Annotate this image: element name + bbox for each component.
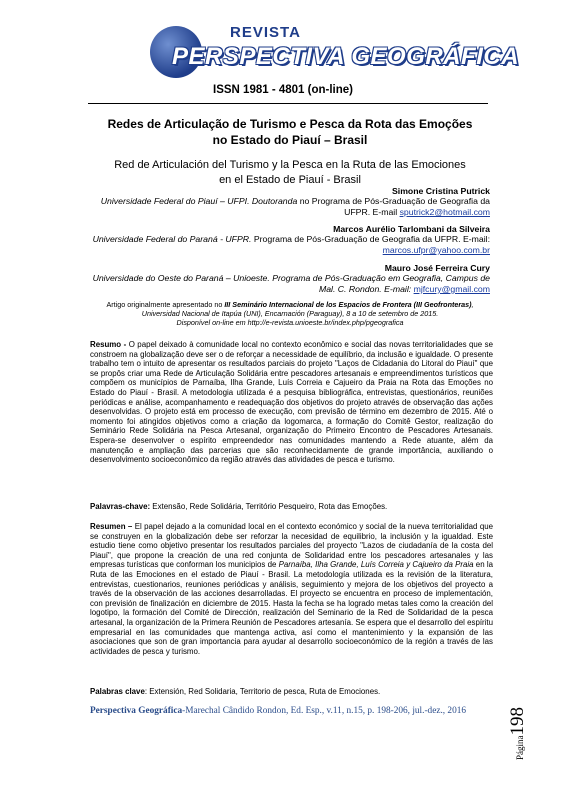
note-online: Disponível on-line em http://e-revista.unioeste.br/index.php/pgeografica [176, 318, 404, 328]
author-block [90, 224, 490, 255]
palabras-clave [90, 687, 493, 697]
page-number [507, 690, 527, 810]
author-block [90, 186, 490, 217]
issn: ISSN 1981 - 4801 (on-line) [213, 84, 353, 96]
author-program: Programa de Pós-Graduação de Geografia da UFPR. E-mail: [251, 234, 490, 245]
note-prefix: Artigo originalmente apresentado no [106, 300, 225, 309]
page-footer [90, 706, 500, 716]
author-name: Marcos Aurélio Tarlombani da Silveira [333, 224, 490, 234]
resumo-label: Resumo - [90, 340, 129, 349]
author-affiliation: Universidade Federal do Paraná - UFPR. [92, 234, 252, 245]
resumo-paragraph [90, 340, 493, 465]
page-number-value: 198 [507, 707, 528, 736]
author-email-link[interactable]: mjfcury@gmail.com [413, 283, 490, 294]
header-divider [88, 103, 488, 104]
publication-note [90, 300, 490, 328]
resumen-label: Resumen – [90, 522, 135, 531]
title-portuguese: Redes de Articulação de Turismo e Pesca da Rota das Emoções no Estado do Piauí – Brasil [107, 117, 473, 147]
footer-journal: Perspectiva Geográfica [90, 706, 183, 716]
palavras-chave [90, 502, 493, 512]
resumo-text: O papel deixado à comunidade local no contexto econômico e social das novas territorialidades que se constroem na globalização deve ser o de reforçar a necessidade de equilíbrio, da inclusão e igualdade. O presente trabalho tem o intuito de apresentar os resultados parciais do projeto "Laços de Cidadania do Litoral do Piauí" que se propôs criar uma Rede de Articulação Solidária entre pescadores artesanais e empreendimentos turísticos que compõem os municípios de Parnaíba, Ilha Grande, Luís Correia e Cajueiro da Praia na Rota das Emoções no Estado do Piauí - Brasil. A metodologia utilizada é a pesquisa bibliográfica, entrevistas, questionários, reuniões periódicas e análise, acompanhamento e readequação dos objetivos do projeto através de observação das ações desenvolvidas. O projeto está em processo de execução, com previsão de término em dezembro de 2015. Até o momento foi atingidos objetivos como a criação da logomarca, a formação do Comitê Gestor, realização do Seminário Rede Solidária na Pesca Artesanal, organização do Primeiro Encontro de Pescadores Artesanais. Espera-se desenvolver o espírito empreendedor nas comunidades mantendo a Rede atuante, além da manutenção e ampliação das parcerias que são reconhecidamente de grande importância, auxiliando o desenvolvimento socioeconômico da região através das atividades de pesca e turismo. [90, 340, 493, 465]
author-email-link[interactable]: sputrick2@hotmail.com [399, 206, 490, 217]
resumen-italic: Parnaíba, Ilha Grande, Luís Correia y Cajueiro da Praia [278, 560, 474, 570]
footer-citation: -Marechal Cândido Rondon, Ed. Esp., v.11, n.15, p. 198-206, jul.-dez., 2016 [182, 706, 467, 716]
author-block [90, 263, 490, 294]
author-name: Mauro José Ferreira Cury [384, 263, 490, 273]
palabras-label: Palabras clave [90, 687, 145, 696]
palabras-text: : Extensión, Red Solidaria, Territorio de pesca, Ruta de Emociones. [144, 687, 381, 696]
note-event: III Seminário Internacional de los Espacios de Frontera (III Geofronteras) [224, 300, 472, 309]
logo-journal-name: PERSPECTIVA GEOGRÁFICA [172, 43, 520, 70]
logo-revista-text: REVISTA [230, 24, 301, 41]
resumen-text-cont: en la Ruta de las Emociones en el estado de Piauí - Brasil. La metodología utilizada es la revisión de la literatura, entrevistas, cuestionarios, reuniones periódicas y análisis, seguimiento y mejora de los objetivos del proyecto a través de la observación de las acciones desarrolladas. El proyecto se encuentra en proceso de implementación, con previsión de finalización en diciembre de 2015. Hasta la fecha se ha logrado metas tales como la creación del logotipo, la formación del Comité de Dirección, realización del Seminario de la Red de Solidaridad de la pesca artesanal, la organización de la Primera Reunión de Pescadores artesanía. Se espera que el desarrollo del espíritu empresarial en las comunidades que mantenga activa, así como el mantenimiento y la expansión de las asociaciones que son de gran importancia para ayudar al desarrollo socioeconómico de la región a través de las actividades de pesca y turismo. [90, 560, 493, 656]
resumen-text: El papel dejado a la comunidad local en el contexto económico y social de la nueva territorialidad que se construyen en la globalización debe ser reforzar la necesidad de equilibrio, la inclusión y la igualdad. Este estudio tiene como objetivo presentar los resultados parciales del proyecto "Lazos de ciudadanía de la costa del Piauí", que propone la creación de una red conjunta de Solidaridad entre los pescadores artesanales y las empresas turísticas que conforman los municipios de [90, 522, 493, 570]
author-email-link[interactable]: marcos.ufpr@yahoo.com.br [382, 244, 490, 255]
author-affiliation: Universidade do Oeste do Paraná – Unioeste. Programa de Pós-Graduação em Geografia, Campus de Mal. C. Rondon. E-mail: [92, 273, 490, 294]
author-program: no Programa de Pós-Graduação de Geografia da UFPR. E-mail [297, 196, 490, 217]
palavras-label: Palavras-chave: [90, 502, 151, 511]
page-word: Página [515, 735, 525, 760]
journal-logo [150, 22, 520, 86]
title-spanish: Red de Articulación del Turismo y la Pesca en la Ruta de las Emociones en el Estado de Piauí - Brasil [114, 159, 466, 186]
resumen-paragraph [90, 522, 493, 656]
note-rest: , Universidad Nacional de Itapúa (UNI), Encarnación (Paraguay), 8 a 10 de setembro de 2015. [141, 300, 474, 319]
author-name: Simone Cristina Putrick [391, 186, 490, 196]
author-affiliation: Universidade Federal do Piauí – UFPI. Doutoranda [100, 196, 298, 207]
palavras-text: Extensão, Rede Solidária, Território Pesqueiro, Rota das Emoções. [150, 502, 388, 511]
